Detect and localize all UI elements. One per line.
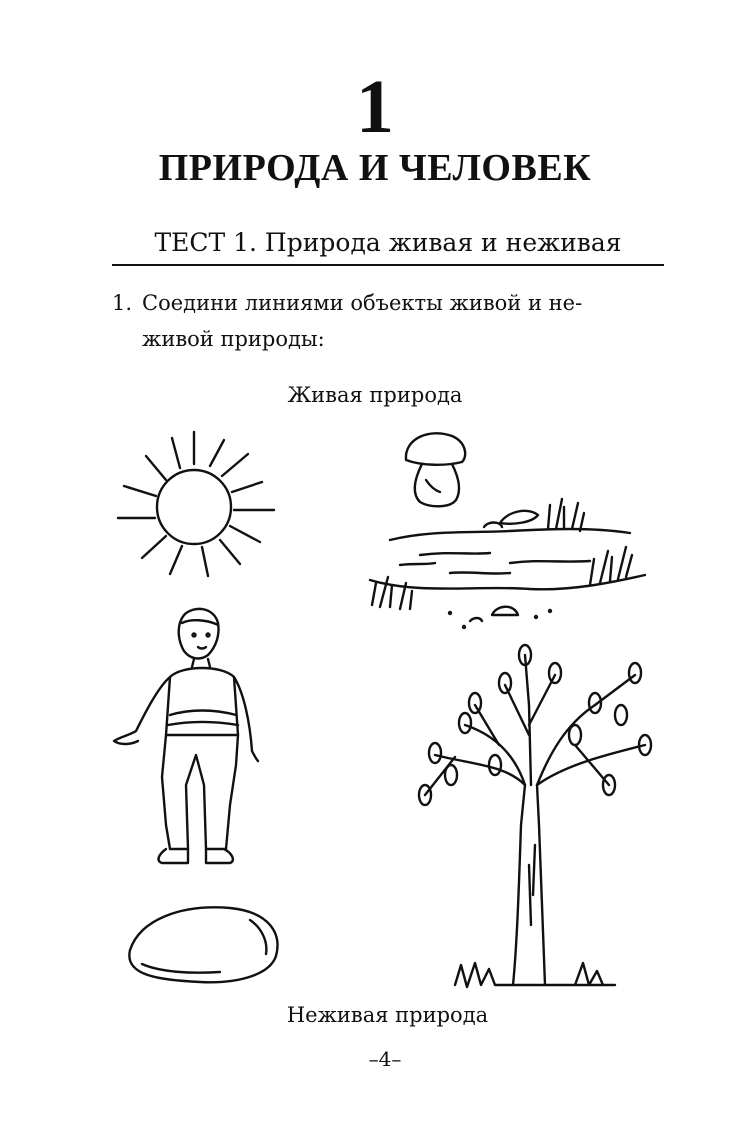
boy-icon (110, 605, 270, 880)
page-number: –4– (368, 1047, 402, 1071)
task-line-2: живой природы: (142, 327, 325, 351)
task-number: 1. (112, 291, 133, 315)
title-divider (112, 264, 664, 266)
tree-icon (395, 645, 670, 990)
chapter-number: 1 (356, 65, 394, 149)
task-line-1: Соедини линиями объекты живой и не- (142, 291, 583, 315)
chapter-title: ПРИРОДА И ЧЕЛОВЕК (158, 147, 592, 189)
test-title: ТЕСТ 1. Природа живая и неживая (154, 228, 622, 257)
river-icon (360, 485, 650, 635)
stone-icon (120, 900, 285, 990)
nonliving-nature-label: Неживая природа (286, 1003, 489, 1027)
sun-icon (112, 430, 282, 580)
living-nature-label: Живая природа (287, 383, 463, 407)
